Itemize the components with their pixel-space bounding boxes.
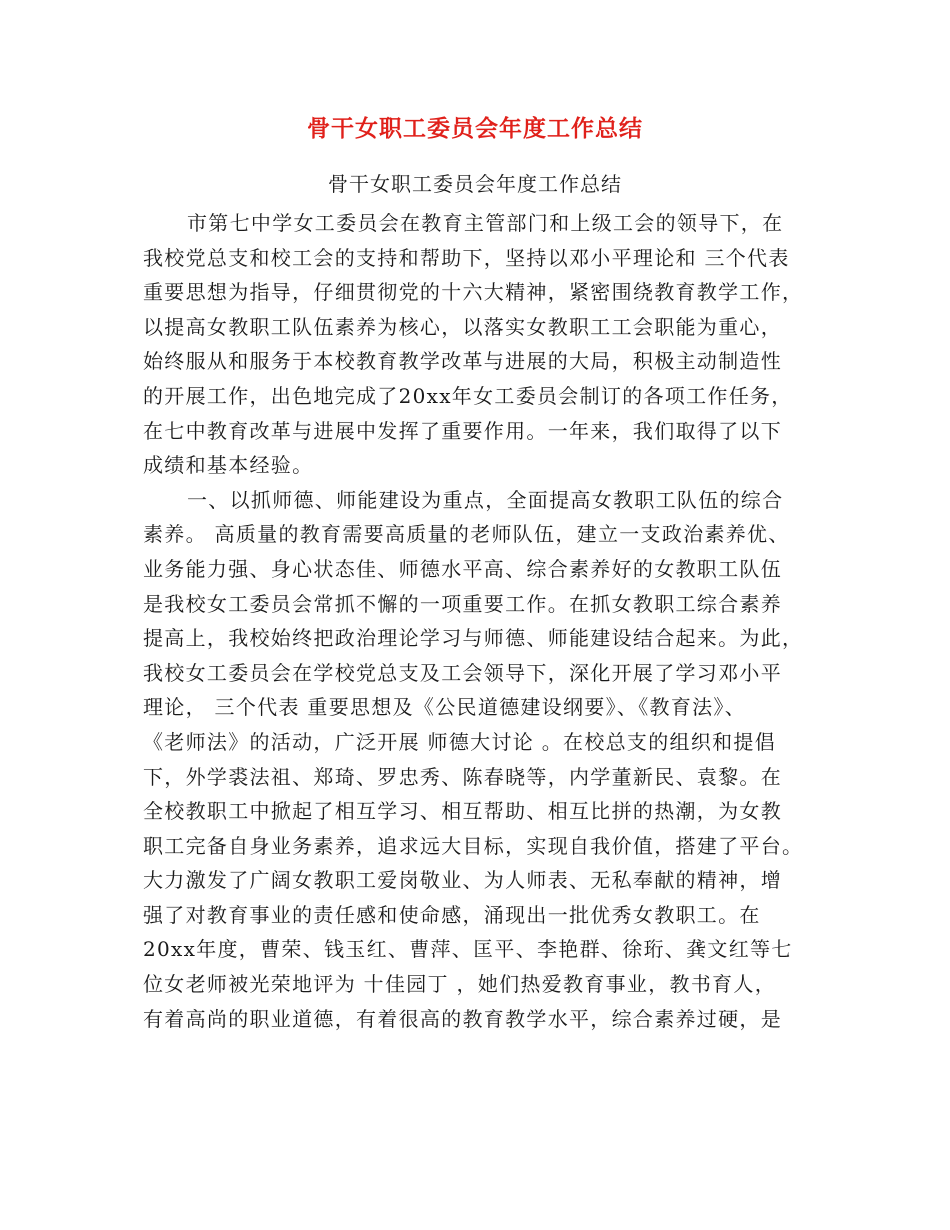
- paragraph-line: 以提高女教职工队伍素养为核心，以落实女教职工工会职能为重心，: [143, 314, 782, 339]
- document-subtitle: 骨干女职工委员会年度工作总结: [328, 172, 622, 196]
- document-body: [143, 206, 815, 1036]
- paragraph-line: 的开展工作，出色地完成了20xx年女工委员会制订的各项工作任务，: [143, 383, 793, 408]
- document-title: 骨干女职工委员会年度工作总结: [307, 116, 643, 142]
- paragraph-line: 大力激发了广阔女教职工爱岗敬业、为人师表、无私奉献的精神，增: [143, 868, 782, 893]
- paragraph-line: 一、以抓师德、师能建设为重点，全面提高女教职工队伍的综合: [187, 487, 784, 512]
- paragraph-line: 强了对教育事业的责任感和使命感，涌现出一批优秀女教职工。在: [143, 902, 761, 927]
- paragraph-line: 业务能力强、身心状态佳、师德水平高、综合素养好的女教职工队伍: [143, 556, 782, 581]
- paragraph-line: 全校教职工中掀起了相互学习、相互帮助、相互比拼的热潮，为女教: [143, 799, 782, 824]
- paragraph-line: 我校女工委员会在学校党总支及工会领导下，深化开展了学习邓小平: [143, 660, 782, 685]
- paragraph-line: 我校党总支和校工会的支持和帮助下，坚持以邓小平理论和 三个代表: [143, 245, 790, 270]
- paragraph-line: 位女老师被光荣地评为 十佳园丁 ，她们热爱教育事业，教书育人，: [143, 972, 777, 997]
- paragraph-line: 职工完备自身业务素养，追求远大目标，实现自我价值，搭建了平台。: [143, 833, 804, 858]
- paragraph-line: 下，外学裘法祖、郑琦、罗忠秀、陈春晓等，内学董新民、袁黎。在: [143, 764, 782, 789]
- paragraph-line: 提高上，我校始终把政治理论学习与师德、师能建设结合起来。为此，: [143, 626, 804, 651]
- paragraph-line: 在七中教育改革与进展中发挥了重要作用。一年来，我们取得了以下: [143, 418, 782, 443]
- paragraph-line: 素养。 高质量的教育需要高质量的老师队伍，建立一支政治素养优、: [143, 522, 790, 547]
- paragraph-line: 有着高尚的职业道德，有着很高的教育教学水平，综合素养过硬，是: [143, 1006, 782, 1031]
- paragraph-line: 是我校女工委员会常抓不懈的一项重要工作。在抓女教职工综合素养: [143, 591, 782, 616]
- paragraph-line: 重要思想为指导，仔细贯彻党的十六大精神，紧密围绕教育教学工作，: [143, 280, 804, 305]
- paragraph-line: 理论， 三个代表 重要思想及《公民道德建设纲要》、《教育法》、: [143, 695, 747, 720]
- paragraph-line: 始终服从和服务于本校教育教学改革与进展的大局，积极主动制造性: [143, 349, 782, 374]
- paragraph-line: 市第七中学女工委员会在教育主管部门和上级工会的领导下，在: [187, 211, 784, 235]
- paragraph-line: 20xx年度，曹荣、钱玉红、曹萍、匡平、李艳群、徐珩、龚文红等七: [143, 937, 793, 962]
- paragraph-line: 《老师法》的活动，广泛开展 师德大讨论 。在校总支的组织和提倡: [143, 729, 777, 754]
- paragraph-line: 成绩和基本经验。: [143, 453, 314, 478]
